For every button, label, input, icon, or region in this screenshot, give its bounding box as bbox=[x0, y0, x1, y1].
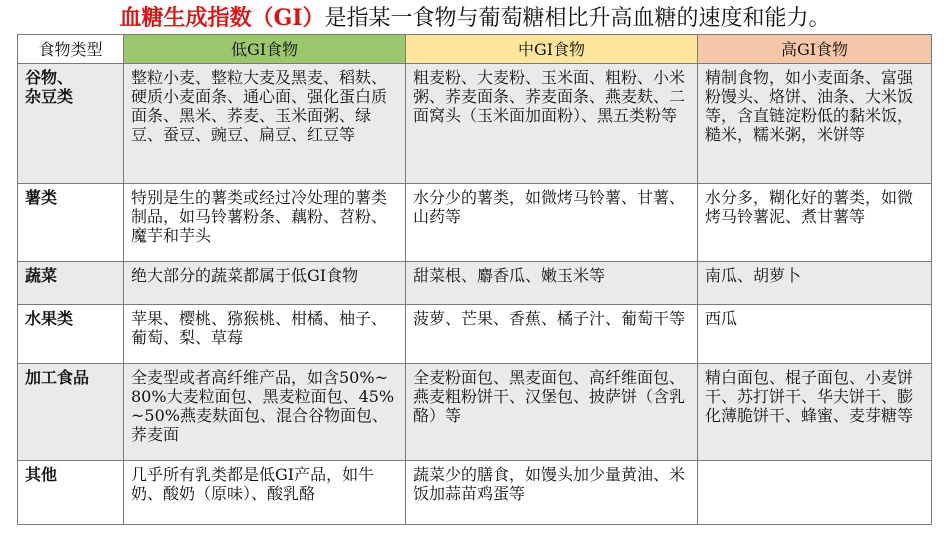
page-title bbox=[0, 3, 950, 34]
gi-table bbox=[17, 34, 932, 525]
category-cell: 谷物、 杂豆类 bbox=[18, 64, 124, 184]
high-gi-cell: 西瓜 bbox=[698, 305, 932, 364]
table-row-fruits bbox=[18, 305, 932, 364]
category-cell: 蔬菜 bbox=[18, 262, 124, 305]
header-low-gi: 低GI食物 bbox=[124, 35, 406, 64]
table-row-processed bbox=[18, 364, 932, 461]
header-mid-gi: 中GI食物 bbox=[406, 35, 698, 64]
high-gi-cell: 水分多，糊化好的薯类，如微烤马铃薯泥、煮甘薯等 bbox=[698, 184, 932, 262]
high-gi-cell: 精白面包、棍子面包、小麦饼干、苏打饼干、华夫饼干、膨化薄脆饼干、蜂蜜、麦芽糖等 bbox=[698, 364, 932, 461]
low-gi-cell: 特别是生的薯类或经过冷处理的薯类制品，如马铃薯粉条、藕粉、苕粉、魔芋和芋头 bbox=[124, 184, 406, 262]
low-gi-cell: 苹果、樱桃、猕猴桃、柑橘、柚子、葡萄、梨、草莓 bbox=[124, 305, 406, 364]
category-cell: 加工食品 bbox=[18, 364, 124, 461]
header-high-gi: 高GI食物 bbox=[698, 35, 932, 64]
high-gi-cell: 南瓜、胡萝卜 bbox=[698, 262, 932, 305]
mid-gi-cell: 蔬菜少的膳食，如馒头加少量黄油、米饭加蒜苗鸡蛋等 bbox=[406, 461, 698, 525]
low-gi-cell: 绝大部分的蔬菜都属于低GI食物 bbox=[124, 262, 406, 305]
table-row-vegetables bbox=[18, 262, 932, 305]
mid-gi-cell: 水分少的薯类，如微烤马铃薯、甘薯、山药等 bbox=[406, 184, 698, 262]
mid-gi-cell: 菠萝、芒果、香蕉、橘子汁、葡萄干等 bbox=[406, 305, 698, 364]
table-row-grains bbox=[18, 64, 932, 184]
low-gi-cell: 几乎所有乳类都是低GI产品，如牛奶、酸奶（原味）、酸乳酪 bbox=[124, 461, 406, 525]
category-cell: 水果类 bbox=[18, 305, 124, 364]
category-cell: 其他 bbox=[18, 461, 124, 525]
title-highlight: 血糖生成指数（GI） bbox=[119, 5, 325, 31]
high-gi-cell bbox=[698, 461, 932, 525]
header-food-type: 食物类型 bbox=[18, 35, 124, 64]
low-gi-cell: 整粒小麦、整粒大麦及黑麦、稻麸、硬质小麦面条、通心面、强化蛋白质面条、黑米、荞麦、玉米面粥、绿豆、蚕豆、豌豆、扁豆、红豆等 bbox=[124, 64, 406, 184]
category-cell: 薯类 bbox=[18, 184, 124, 262]
title-rest: 是指某一食物与葡萄糖相比升高血糖的速度和能力。 bbox=[324, 6, 831, 31]
high-gi-cell: 精制食物，如小麦面条、富强粉馒头、烙饼、油条、大米饭等，含直链淀粉低的黏米饭，糙米，糯米粥，米饼等 bbox=[698, 64, 932, 184]
header-row bbox=[18, 35, 932, 64]
low-gi-cell: 全麦型或者高纤维产品，如含50%~80%大麦粒面包、黑麦粒面包、45%~50%燕麦麸面包、混合谷物面包、荞麦面 bbox=[124, 364, 406, 461]
mid-gi-cell: 全麦粉面包、黑麦面包、高纤维面包、燕麦粗粉饼干、汉堡包、披萨饼（含乳酪）等 bbox=[406, 364, 698, 461]
table-row-tubers bbox=[18, 184, 932, 262]
mid-gi-cell: 甜菜根、麝香瓜、嫩玉米等 bbox=[406, 262, 698, 305]
table-row-other bbox=[18, 461, 932, 525]
mid-gi-cell: 粗麦粉、大麦粉、玉米面、粗粉、小米粥、荞麦面条、荞麦面条、燕麦麸、二面窝头（玉米面加面粉）、黑五类粉等 bbox=[406, 64, 698, 184]
